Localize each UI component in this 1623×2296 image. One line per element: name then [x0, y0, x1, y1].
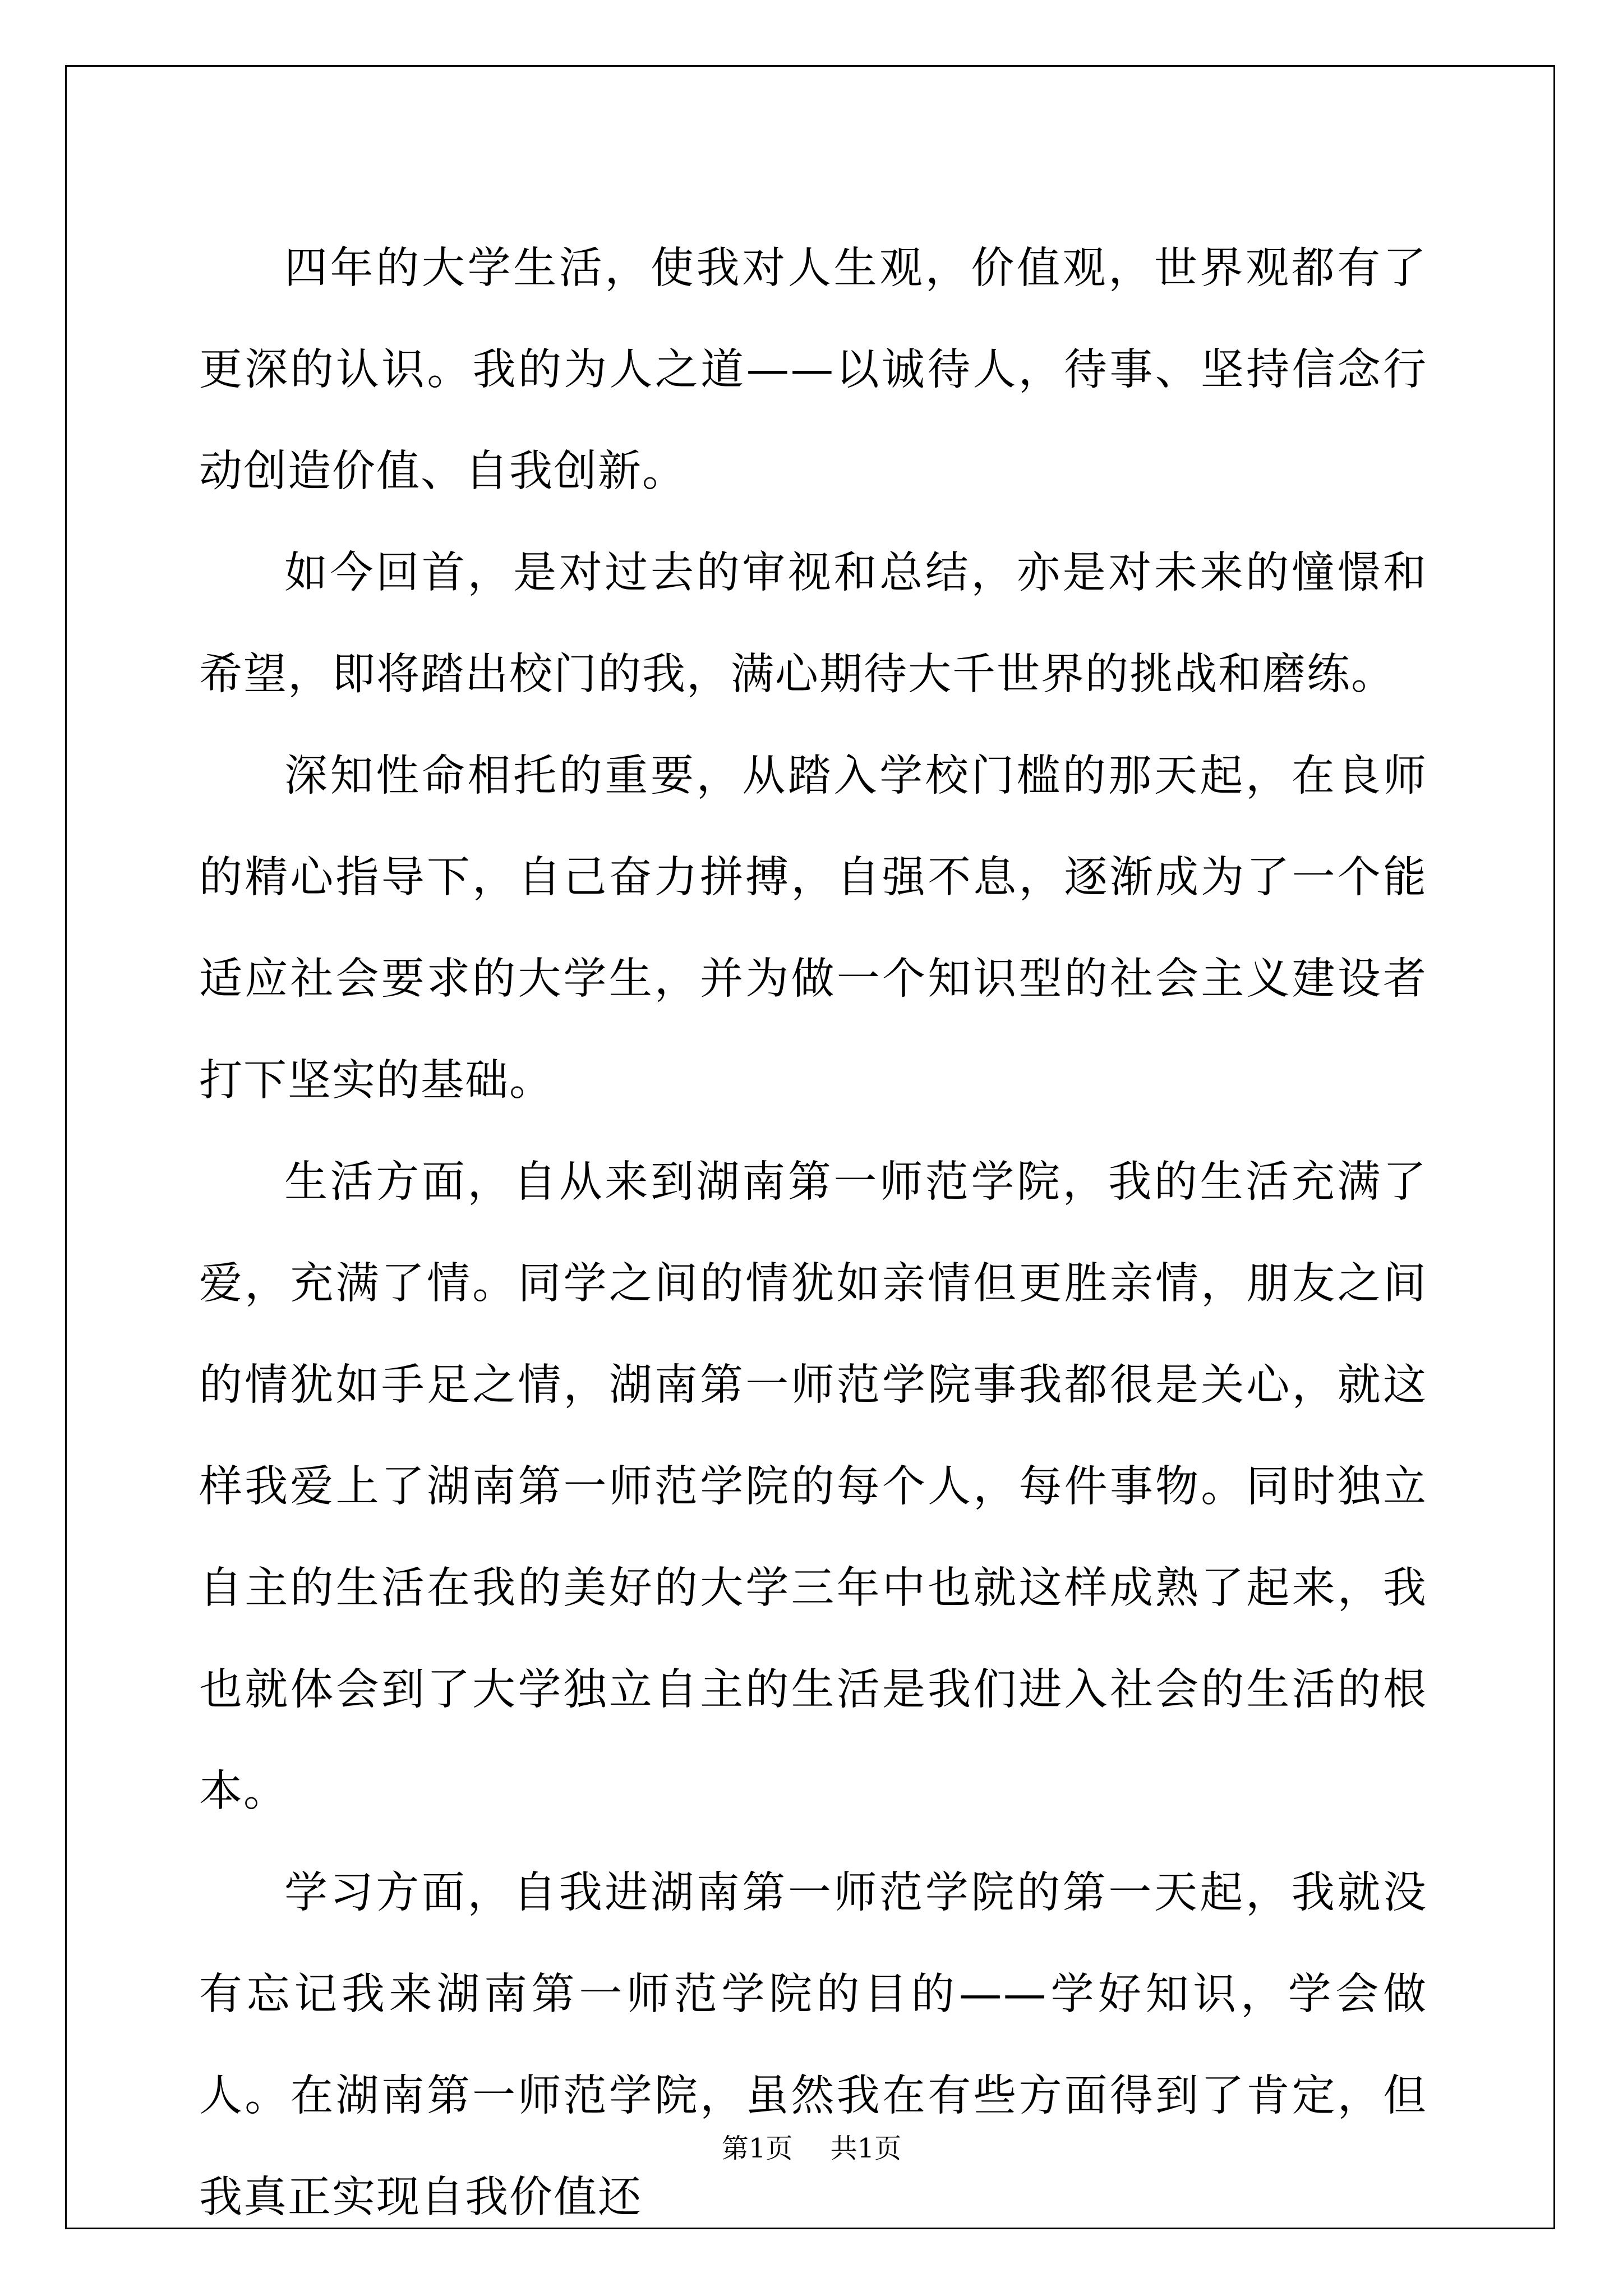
paragraph-2: 如今回首，是对过去的审视和总结，亦是对未来的憧憬和希望，即将踏出校门的我，满心期待大千世界的挑战和磨练。: [199, 548, 1427, 700]
paragraph-3: 深知性命相托的重要，从踏入学校门槛的那天起，在良师的精心指导下，自己奋力拼搏，自强不息，逐渐成为了一个能适应社会要求的大学生，并为做一个知识型的社会主义建设者打下坚实的基础。: [199, 751, 1427, 1106]
page-number: 第1页: [721, 2133, 793, 2164]
paragraph-5: 学习方面，自我进湖南第一师范学院的第一天起，我就没有忘记我来湖南第一师范学院的目的——学好知识，学会做人。在湖南第一师范学院，虽然我在有些方面得到了肯定，但我真正实现自我价值还: [199, 1868, 1427, 2223]
paragraph-4: 生活方面，自从来到湖南第一师范学院，我的生活充满了爱，充满了情。同学之间的情犹如亲情但更胜亲情，朋友之间的情犹如手足之情，湖南第一师范学院事我都很是关心，就这样我爱上了湖南第一师范学院的每个人，每件事物。同时独立自主的生活在我的美好的大学三年中也就这样成熟了起来，我也就体会到了大学独立自主的生活是我们进入社会的生活的根本。: [199, 1157, 1427, 1816]
document-body: [199, 218, 1427, 2248]
page-total: 共1页: [830, 2133, 902, 2164]
page-footer: [0, 2132, 1623, 2165]
paragraph-1: 四年的大学生活，使我对人生观，价值观，世界观都有了更深的认识。我的为人之道——以诚待人，待事、坚持信念行动创造价值、自我创新。: [199, 243, 1427, 496]
